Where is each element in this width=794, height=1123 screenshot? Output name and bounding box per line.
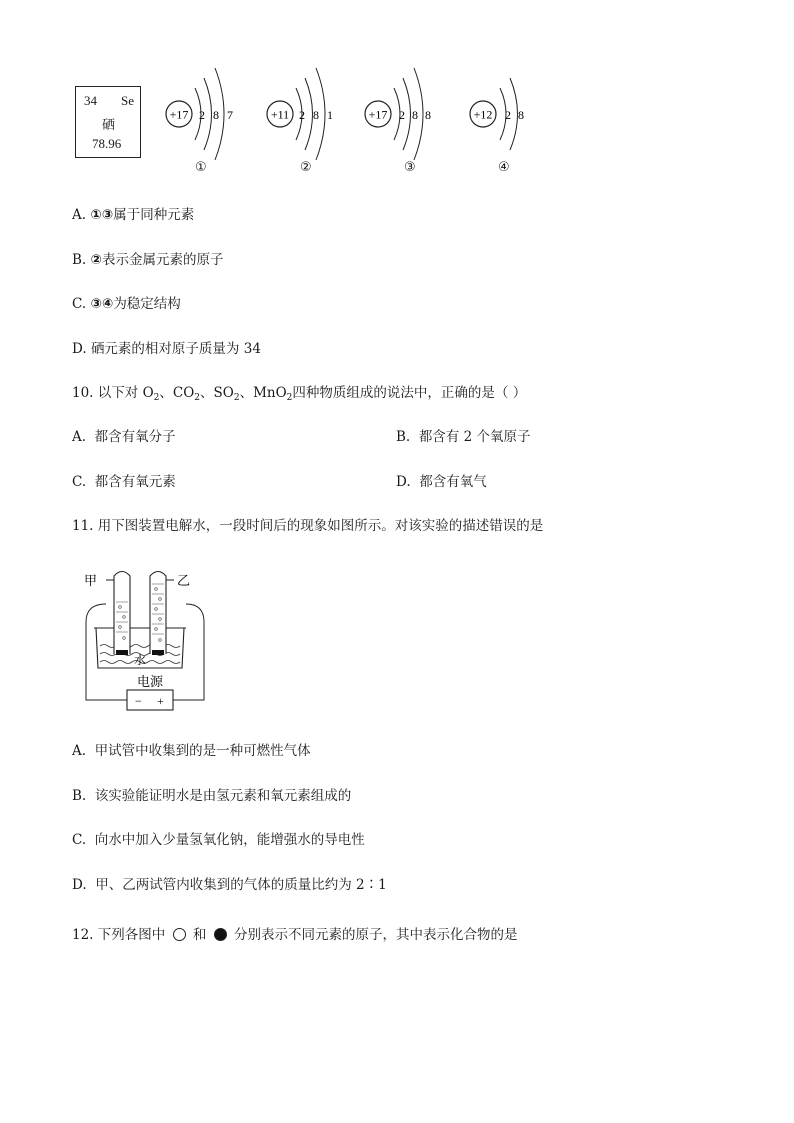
option-text: 都含有氧元素 xyxy=(94,474,176,490)
option-letter: D. xyxy=(72,877,87,893)
connector-text: 和 xyxy=(192,927,207,943)
circled-numbers: ② xyxy=(90,252,102,268)
left-tube-label: 甲 xyxy=(84,574,98,589)
shell-electrons: 2 xyxy=(505,108,511,122)
option-letter: D. xyxy=(396,474,411,490)
subscript: 2 xyxy=(286,393,293,403)
shell-electrons: 7 xyxy=(227,108,233,122)
stem-text: 用下图装置电解水，一段时间后的现象如图所示。对该实验的描述错误的是 xyxy=(97,518,544,534)
stem-text: 下列各图中 xyxy=(97,927,166,943)
option-text: 甲、乙两试管内收集到的气体的质量比约为 2∶1 xyxy=(95,877,387,893)
atomic-mass: 78.96 xyxy=(92,136,122,151)
atom-diagram-1 xyxy=(166,68,233,160)
separator: 、 xyxy=(200,385,214,401)
shell-electrons: 8 xyxy=(313,108,319,122)
q11-option-c[interactable] xyxy=(72,831,365,849)
q11-option-d[interactable] xyxy=(72,876,387,894)
hollow-atom-icon xyxy=(173,928,186,941)
subscript: 2 xyxy=(233,393,240,403)
nucleus-charge: +17 xyxy=(169,107,189,122)
option-letter: C. xyxy=(72,474,87,490)
option-letter: C. xyxy=(72,832,87,848)
option-text: 表示金属元素的原子 xyxy=(101,252,224,268)
nucleus-charge: +11 xyxy=(270,107,290,122)
separator: 、 xyxy=(239,385,254,401)
separator: 、 xyxy=(159,385,173,401)
diagram-label-2: ② xyxy=(300,160,312,175)
nucleus-charge: +17 xyxy=(368,107,388,122)
option-letter: B. xyxy=(396,429,411,445)
q9-option-b[interactable] xyxy=(72,251,223,269)
option-text: 硒元素的相对原子质量为 34 xyxy=(90,341,261,357)
q10-option-d[interactable] xyxy=(396,473,487,491)
shell-electrons: 8 xyxy=(213,108,219,122)
negative-terminal: − xyxy=(135,694,142,708)
diagram-label-3: ③ xyxy=(404,160,416,175)
formula: CO xyxy=(172,385,195,401)
subscript: 2 xyxy=(153,393,160,403)
q9-option-c[interactable] xyxy=(72,295,181,313)
shell-electrons: 1 xyxy=(327,108,333,122)
power-supply-label: 电源 xyxy=(136,675,164,690)
q9-option-d[interactable] xyxy=(72,340,261,358)
positive-terminal: + xyxy=(157,694,164,708)
atom-diagram-4 xyxy=(470,78,524,150)
formula: SO xyxy=(213,385,234,401)
question-number: 10. xyxy=(72,385,94,401)
q10-stem xyxy=(72,384,526,407)
shell-electrons: 8 xyxy=(412,108,418,122)
option-letter: A. xyxy=(72,207,87,223)
q10-option-b[interactable] xyxy=(396,428,530,446)
right-tube-label: 乙 xyxy=(177,574,191,589)
element-symbol: Se xyxy=(121,93,134,108)
option-letter: B. xyxy=(72,788,87,804)
option-text: 该实验能证明水是由氢元素和氧元素组成的 xyxy=(94,788,352,804)
option-letter: B. xyxy=(72,252,87,268)
nucleus-charge: +12 xyxy=(473,107,493,122)
q9-option-a[interactable] xyxy=(72,206,194,224)
option-text: 属于同种元素 xyxy=(113,207,195,223)
q11-stem xyxy=(72,517,543,535)
shell-electrons: 2 xyxy=(399,108,405,122)
option-text: 向水中加入少量氢氧化钠，能增强水的导电性 xyxy=(94,832,365,848)
option-letter: D. xyxy=(72,341,87,357)
option-letter: C. xyxy=(72,296,87,312)
question-number: 12. xyxy=(72,927,94,943)
electrolysis-apparatus xyxy=(76,562,216,714)
shell-electrons: 8 xyxy=(425,108,431,122)
shell-electrons: 8 xyxy=(518,108,524,122)
subscript: 2 xyxy=(194,393,201,403)
diagram-label-1: ① xyxy=(195,160,207,175)
stem-text: 四种物质组成的说法中，正确的是（ ） xyxy=(292,385,527,401)
option-text: 为稳定结构 xyxy=(113,296,181,312)
water-label: 水 xyxy=(133,653,147,667)
option-text: 都含有氧气 xyxy=(419,474,487,490)
formula: MnO xyxy=(253,385,287,401)
shell-electrons: 2 xyxy=(199,108,205,122)
solid-atom-icon xyxy=(214,928,227,941)
atom-diagram-3 xyxy=(365,68,431,160)
atomic-structure-diagrams xyxy=(0,60,794,185)
atom-diagram-2 xyxy=(267,68,333,160)
stem-text: 分别表示不同元素的原子，其中表示化合物的是 xyxy=(233,927,518,943)
element-name: 硒 xyxy=(102,117,116,132)
question-number: 11. xyxy=(72,518,94,534)
diagram-label-4: ④ xyxy=(498,160,510,175)
q12-stem xyxy=(72,926,517,944)
circled-numbers: ①③ xyxy=(90,207,114,223)
option-text: 都含有 2 个氧原子 xyxy=(418,429,531,445)
q11-option-b[interactable] xyxy=(72,787,351,805)
stem-text: 以下对 O xyxy=(97,385,154,401)
q11-option-a[interactable] xyxy=(72,742,311,760)
q10-option-a[interactable] xyxy=(72,428,176,446)
option-text: 甲试管中收集到的是一种可燃性气体 xyxy=(94,743,311,759)
q10-option-c[interactable] xyxy=(72,473,176,491)
option-text: 都含有氧分子 xyxy=(94,429,176,445)
option-letter: A. xyxy=(72,429,87,445)
option-letter: A. xyxy=(72,743,87,759)
circled-numbers: ③④ xyxy=(90,296,114,312)
atomic-number: 34 xyxy=(84,93,97,108)
shell-electrons: 2 xyxy=(299,108,305,122)
